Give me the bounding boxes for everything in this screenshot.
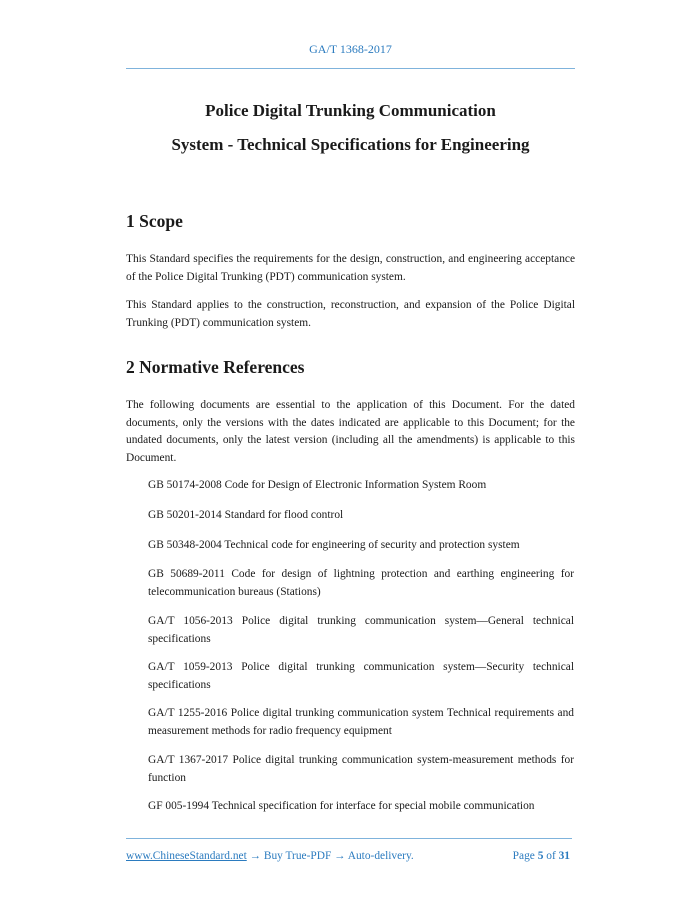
document-code-header: GA/T 1368-2017 — [309, 42, 392, 56]
reference-item: GA/T 1367-2017 Police digital trunking communication system-measurement methods for function — [148, 754, 574, 784]
title-line-2: System - Technical Specifications for Engineering — [171, 135, 530, 154]
reference-item: GB 50348-2004 Technical code for engineering of security and protection system — [148, 539, 520, 551]
reference-item: GA/T 1255-2016 Police digital trunking communication system Technical requirements and measurement methods for radio frequency equipment — [148, 707, 574, 737]
section-heading-scope: 1 Scope — [126, 211, 183, 231]
normative-intro-paragraph: The following documents are essential to the application of this Document. For the dated documents, only the versions with the dates indicated are applicable to this Document; for the undated documents, only the latest version (including all the amendments) is applicable to this Document. — [126, 399, 575, 464]
page-indicator — [513, 850, 570, 862]
website-link[interactable]: www.ChineseStandard.net — [126, 850, 247, 862]
reference-item: GB 50201-2014 Standard for flood control — [148, 509, 344, 521]
page-total: 31 — [558, 850, 570, 862]
reference-item: GA/T 1059-2013 Police digital trunking communication system—Security technical specifications — [148, 661, 574, 691]
section-heading-normative-references: 2 Normative References — [126, 357, 305, 377]
document-title — [126, 94, 575, 162]
scope-paragraph-1: This Standard specifies the requirements for the design, construction, and engineering acceptance of the Police Digital Trunking (PDT) communication system. — [126, 253, 575, 283]
arrow-right-icon: → — [249, 850, 261, 862]
reference-item: GB 50174-2008 Code for Design of Electronic Information System Room — [148, 479, 487, 491]
reference-item: GA/T 1056-2013 Police digital trunking communication system—General technical specifications — [148, 615, 574, 645]
arrow-right-icon: → — [334, 850, 346, 862]
footer-links — [126, 850, 414, 862]
reference-item: GF 005-1994 Technical specification for interface for special mobile communication — [148, 800, 535, 812]
scope-paragraph-2: This Standard applies to the construction, reconstruction, and expansion of the Police Digital Trunking (PDT) communication system. — [126, 299, 575, 329]
header-divider — [126, 68, 575, 69]
footer-divider — [126, 838, 572, 839]
auto-delivery-text: Auto-delivery. — [347, 850, 414, 862]
page-label: Page — [512, 850, 535, 862]
buy-true-pdf-link[interactable]: Buy True-PDF — [263, 850, 332, 862]
of-label: of — [546, 850, 556, 862]
page-number: 5 — [537, 850, 544, 862]
reference-item: GB 50689-2011 Code for design of lightning protection and earthing engineering for telecommunication bureaus (Stations) — [148, 568, 574, 598]
title-line-1: Police Digital Trunking Communication — [205, 101, 496, 120]
